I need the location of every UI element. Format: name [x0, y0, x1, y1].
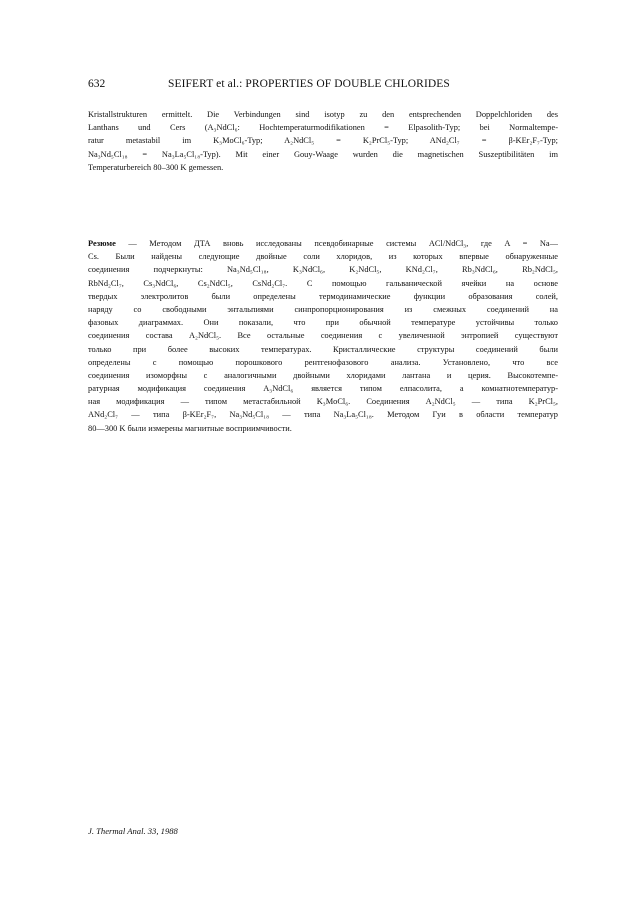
text-line: соединения подчеркнуты: Na₃Nd₅Cl₁₈, K₃NdCl₆, K₂NdCl₅, KNd₂Cl₇, Rb₃NdCl₆, Rb₂NdCl₅,: [88, 265, 558, 275]
running-title: SEIFERT et al.: PROPERTIES OF DOUBLE CHLORIDES: [168, 78, 450, 90]
text-line: [88, 237, 558, 250]
text-line: Temperaturbereich 80–300 K gemessen.: [88, 162, 224, 172]
abstract-german: [88, 108, 558, 174]
text-line: наряду со свободными энтальпиями синпропорционирования из смежных соединений на: [88, 304, 558, 314]
text-line: фазовых диаграммах. Они показали, что при обычной температуре устойчивы только: [88, 318, 558, 328]
text-line: Kristallstrukturen ermittelt. Die Verbindungen sind isotyp zu den entsprechenden Doppelchloriden des: [88, 110, 558, 119]
text-line: соединения состава A₂NdCl₅. Все остальные соединения с увеличенной энтропией существуют: [88, 331, 558, 341]
text-line: RbNd₂Cl₇, Cs₃NdCl₆, Cs₂NdCl₅, CsNd₂Cl₇. С помощью гальванической ячейки на основе: [88, 278, 558, 288]
text-line: ratur metastabil im K₃MoCl₆-Typ; A₂NdCl₅ = K₂PrCl₅-Typ; ANd₂Cl₇ = β-KEr₂F₇-Typ;: [88, 136, 558, 146]
text-line: только при более высоких температурах. Кристаллические структуры соединений были: [88, 344, 558, 354]
abstract-keyword: Резюме: [88, 239, 116, 248]
running-header: [88, 78, 558, 94]
text-line: Lanthans und Cers (A₃NdCl₆: Hochtemperaturmodifikationen = Elpasolith-Typ; bei Normaltempe-: [88, 123, 558, 133]
text-line: определены с помощью порошкового рентгенофазового анализа. Установлено, что все: [88, 357, 558, 367]
text-line: 80—300 K были измерены магнитные восприимчивости.: [88, 423, 292, 433]
text-line: Na₃Nd₅Cl₁₈ = Na₃La₅Cl₁₈-Typ). Mit einer Gouy-Waage wurden die magnetischen Suszeptibilitäten im: [88, 149, 558, 159]
text-line: ратурная модификация соединения A₃NdCl₆ является типом елпасолита, а комнатнотемператур-: [88, 384, 558, 394]
text-line: ANd₂Cl₇ — типа β-KEr₂F₇, Na₃Nd₅Cl₁₈ — типа Na₃La₅Cl₁₈. Методом Гуи в области температур: [88, 410, 558, 420]
abstract-russian: [88, 237, 558, 435]
text-line: ная модификация — типом метастабильной K₃MoCl₆. Соединения A₂NdCl₅ — типа K₂PrCl₅,: [88, 397, 558, 407]
journal-footer: J. Thermal Anal. 33, 1988: [88, 826, 178, 836]
page-number: 632: [88, 78, 106, 90]
text-line: Cs. Были найдены следующие двойные соли хлоридов, из которых впервые обнаруженные: [88, 252, 558, 262]
first-line-text: — Методом ДТА вновь исследованы псевдобинарные системы ACl/NdCl₃, где A = Na—: [115, 239, 558, 248]
text-line: твердых электролитов были определены термодинамические функции образования солей,: [88, 291, 558, 301]
text-line: соединения изоморфны с аналогичными двойными хлоридами лантана и церия. Высокотемпе-: [88, 370, 558, 380]
